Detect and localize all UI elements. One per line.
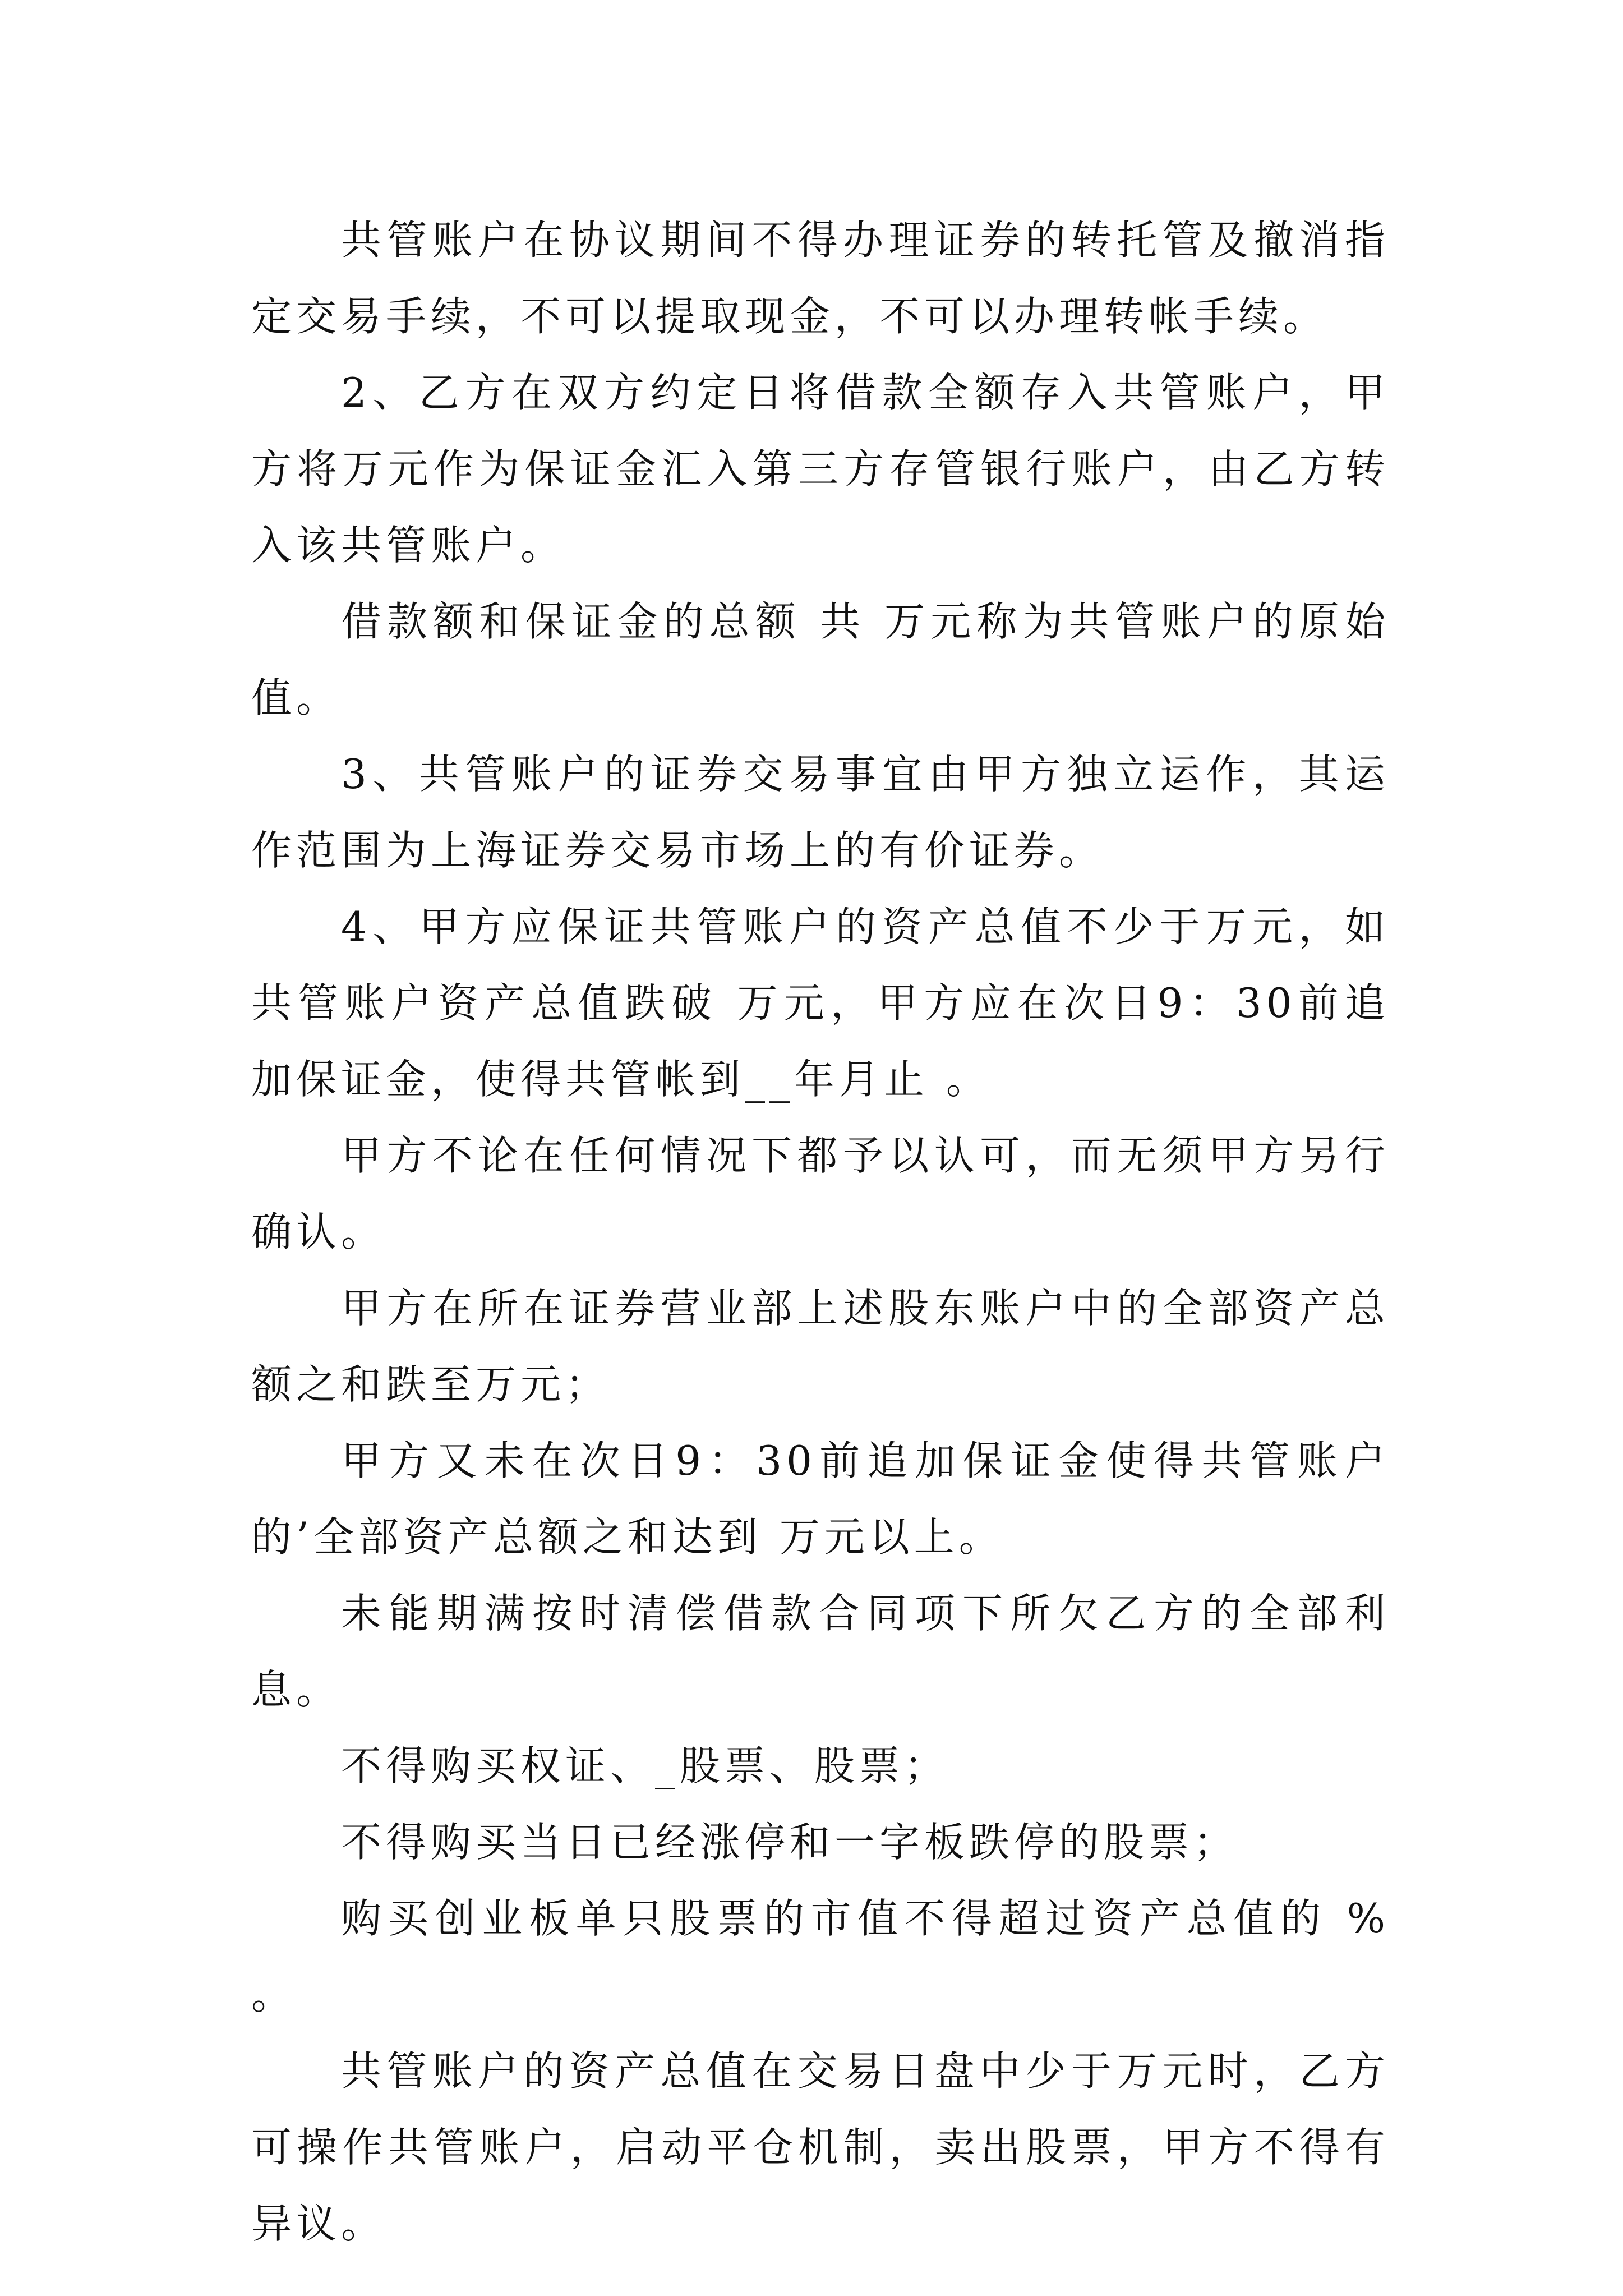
paragraph-clause-4: 4、甲方应保证共管账户的资产总值不少于万元，如共管账户资产总值跌破 万元，甲方应在次日9：30前追加保证金，使得共管帐到__年月止 。	[251, 903, 1390, 1103]
paragraph-clause-3: 3、共管账户的证券交易事宜由甲方独立运作，其运作范围为上海证券交易市场上的有价证券。	[251, 751, 1390, 874]
paragraph-liquidation: 共管账户的资产总值在交易日盘中少于万元时，乙方可操作共管账户，启动平仓机制，卖出股票，甲方不得有异议。	[251, 2047, 1390, 2247]
paragraph-gem-limit: 购买创业板单只股票的市值不得超过资产总值的 % 。	[251, 1895, 1390, 2018]
paragraph-acknowledgement: 甲方不论在任何情况下都予以认可，而无须甲方另行确认。	[251, 1132, 1390, 1255]
paragraph-total-assets-drop: 甲方在所在证券营业部上述股东账户中的全部资产总额之和跌至万元；	[251, 1285, 1390, 1408]
paragraph-prohibited-limit-stocks: 不得购买当日已经涨停和一字板跌停的股票；	[341, 1819, 1239, 1866]
paragraph-prohibited-warrants: 不得购买权证、_股票、股票；	[341, 1742, 949, 1789]
paragraph-clause-2: 2、乙方在双方约定日将借款全额存入共管账户，甲方将万元作为保证金汇入第三方存管银行账户，由乙方转入该共管账户。	[251, 369, 1390, 569]
paragraph-margin-failure: 甲方又未在次日9：30前追加保证金使得共管账户的’全部资产总额之和达到 万元以上。	[251, 1437, 1390, 1561]
paragraph-account-restrictions: 共管账户在协议期间不得办理证券的转托管及撤消指定交易手续，不可以提取现金，不可以办理转帐手续。	[251, 217, 1390, 340]
paragraph-original-value: 借款额和保证金的总额 共 万元称为共管账户的原始值。	[251, 598, 1390, 721]
document-body	[251, 202, 1390, 2262]
paragraph-interest-default: 未能期满按时清偿借款合同项下所欠乙方的全部利息。	[251, 1590, 1390, 1713]
